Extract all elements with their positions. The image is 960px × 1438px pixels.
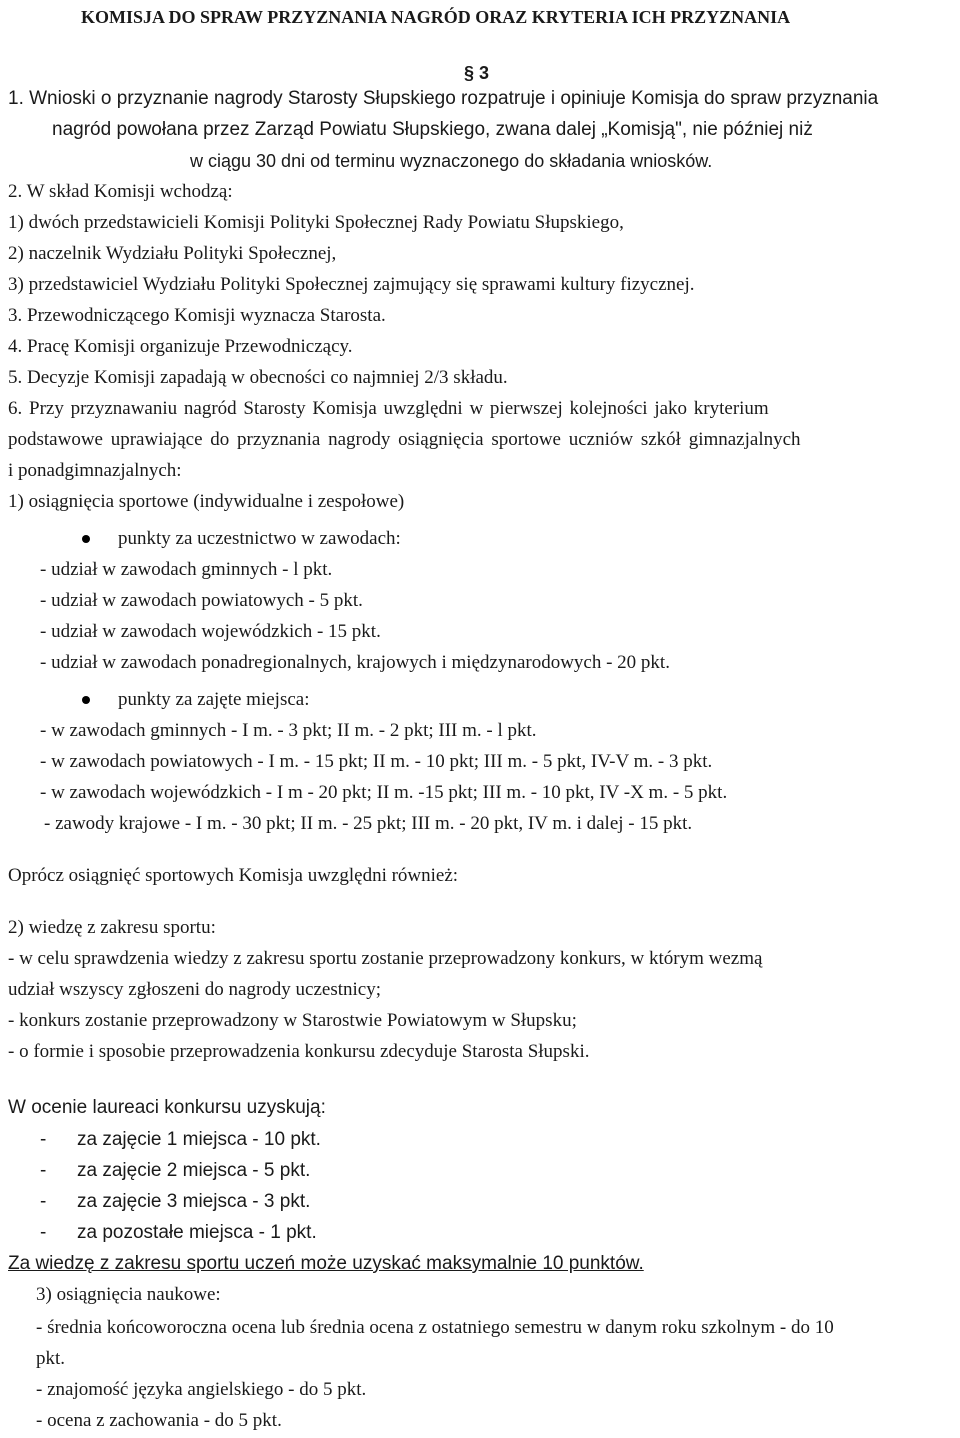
list-item: - o formie i sposobie przeprowadzenia konkursu zdecyduje Starosta Słupski. (8, 1041, 590, 1062)
bullet-item: punkty za uczestnictwo w zawodach: (118, 528, 401, 549)
list-item: - zawody krajowe - I m. - 30 pkt; II m. - 25 pkt; III m. - 20 pkt, IV m. i dalej - 15 pkt. (44, 813, 693, 834)
list-item: - średnia końcoworoczna ocena lub średnia ocena z ostatniego semestru w danym roku szkolnym - do 10 (36, 1317, 834, 1338)
list-item: - udział w zawodach wojewódzkich - 15 pkt. (40, 621, 381, 642)
paragraph-line: podstawowe uprawiające do przyznania nagrody osiągnięcia sportowe uczniów szkół gimnazjalnych (8, 429, 801, 450)
subsection-heading: 2) wiedzę z zakresu sportu: (8, 917, 216, 938)
list-item: za zajęcie 3 miejsca - 3 pkt. (77, 1191, 311, 1212)
section-heading: § 3 (464, 63, 490, 83)
paragraph-line: Oprócz osiągnięć sportowych Komisja uwzględni również: (8, 865, 459, 886)
bullet-icon (82, 535, 90, 543)
paragraph-line: 5. Decyzje Komisji zapadają w obecności co najmniej 2/3 składu. (8, 367, 508, 388)
emphasis-line: Za wiedzę z zakresu sportu uczeń może uzyskać maksymalnie 10 punktów. (8, 1253, 644, 1274)
list-item: - udział w zawodach ponadregionalnych, krajowych i międzynarodowych - 20 pkt. (40, 652, 670, 673)
list-item: za zajęcie 2 miejsca - 5 pkt. (77, 1160, 311, 1181)
list-item: - konkurs zostanie przeprowadzony w Starostwie Powiatowym w Słupsku; (8, 1010, 577, 1031)
dash-marker: - (40, 1222, 47, 1243)
bullet-item: punkty za zajęte miejsca: (118, 689, 310, 710)
document-title: KOMISJA DO SPRAW PRZYZNANIA NAGRÓD ORAZ KRYTERIA ICH PRZYZNANIA (81, 7, 791, 27)
paragraph-line: 2. W skład Komisji wchodzą: (8, 181, 233, 202)
list-item: udział wszyscy zgłoszeni do nagrody uczestnicy; (8, 979, 382, 1000)
paragraph-line: W ocenie laureaci konkursu uzyskują: (8, 1097, 326, 1118)
list-item: - w zawodach powiatowych - I m. - 15 pkt; II m. - 10 pkt; III m. - 5 pkt, IV-V m. - 3 pkt. (40, 751, 713, 772)
dash-marker: - (40, 1191, 47, 1212)
list-item: za zajęcie 1 miejsca - 10 pkt. (77, 1129, 321, 1150)
list-item: - w celu sprawdzenia wiedzy z zakresu sportu zostanie przeprowadzony konkurs, w którym wezmą (8, 948, 763, 969)
subsection-heading: 1) osiągnięcia sportowe (indywidualne i zespołowe) (8, 491, 405, 512)
paragraph-line: i ponadgimnazjalnych: (8, 460, 182, 481)
dash-marker: - (40, 1160, 47, 1181)
list-item: 1) dwóch przedstawicieli Komisji Polityki Społecznej Rady Powiatu Słupskiego, (8, 212, 624, 233)
list-item: - udział w zawodach powiatowych - 5 pkt. (40, 590, 363, 611)
list-item: - w zawodach gminnych - I m. - 3 pkt; II m. - 2 pkt; III m. - l pkt. (40, 720, 537, 741)
list-item: - udział w zawodach gminnych - l pkt. (40, 559, 333, 580)
list-item: - znajomość języka angielskiego - do 5 pkt. (36, 1379, 367, 1400)
list-item: pkt. (36, 1348, 66, 1369)
paragraph-line: 1. Wnioski o przyznanie nagrody Starosty Słupskiego rozpatruje i opiniuje Komisja do spraw przyznania (8, 88, 879, 109)
paragraph-line: w ciągu 30 dni od terminu wyznaczonego do składania wniosków. (190, 151, 713, 171)
dash-marker: - (40, 1129, 47, 1150)
list-item: - ocena z zachowania - do 5 pkt. (36, 1410, 282, 1431)
paragraph-line: 3. Przewodniczącego Komisji wyznacza Starosta. (8, 305, 386, 326)
paragraph-line: nagród powołana przez Zarząd Powiatu Słupskiego, zwana dalej „Komisją", nie później niż (52, 119, 813, 140)
list-item: za pozostałe miejsca - 1 pkt. (77, 1222, 317, 1243)
list-item: - w zawodach wojewódzkich - I m - 20 pkt; II m. -15 pkt; III m. - 10 pkt, IV -X m. - 5 pkt. (40, 782, 728, 803)
list-item: 2) naczelnik Wydziału Polityki Społecznej, (8, 243, 337, 264)
subsection-heading: 3) osiągnięcia naukowe: (36, 1284, 221, 1305)
list-item: 3) przedstawiciel Wydziału Polityki Społecznej zajmujący się sprawami kultury fizycznej. (8, 274, 695, 295)
bullet-icon (82, 696, 90, 704)
paragraph-line: 4. Pracę Komisji organizuje Przewodniczący. (8, 336, 353, 357)
paragraph-line: 6. Przy przyznawaniu nagród Starosty Komisja uwzględni w pierwszej kolejności jako kryterium (8, 398, 769, 419)
